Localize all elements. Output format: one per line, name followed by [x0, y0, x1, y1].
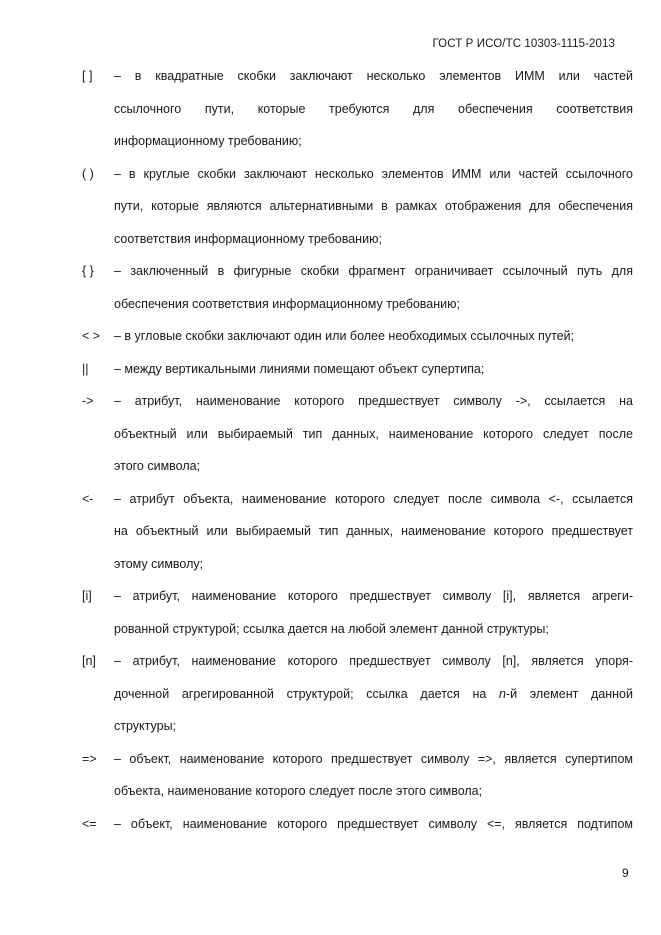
symbol: [ ] — [82, 69, 93, 83]
text-line: – объект, наименование которого предшествует символу =>, является супертипом — [114, 751, 633, 766]
text-line: – в квадратные скобки заключают несколько элементов ИММ или частей — [114, 69, 633, 83]
symbol: [n] — [82, 654, 96, 668]
text-segment: -й элемент данной — [505, 686, 633, 701]
text-line: – атрибут, наименование которого предшествует символу ->, ссылается на — [114, 394, 633, 408]
text-segment: доченной агрегированной структурой; ссылка дается на — [114, 686, 500, 701]
definition-text — [114, 320, 633, 353]
definition-arrow-right — [82, 385, 633, 483]
definition-curly-brackets — [82, 255, 633, 320]
symbol: -> — [82, 394, 94, 408]
definition-index-i — [82, 580, 633, 645]
definition-supertype — [82, 743, 633, 808]
text-line: на объектный или выбираемый тип данных, наименование которого предшествует — [114, 524, 633, 538]
definition-vertical-lines — [82, 353, 633, 386]
text-line: объекта, наименование которого следует после этого символа; — [114, 784, 483, 798]
definition-text — [114, 808, 633, 841]
definition-index-n — [82, 645, 633, 743]
text-line — [114, 678, 633, 711]
definition-round-brackets — [82, 158, 633, 256]
text-line: – в круглые скобки заключают несколько элементов ИММ или частей ссылочного — [114, 166, 633, 181]
definition-text — [114, 580, 633, 645]
definition-text — [114, 483, 633, 581]
italic-variable: n — [499, 686, 506, 701]
definition-text — [114, 645, 633, 743]
text-line: соответствия информационному требованию; — [114, 231, 382, 246]
definition-text — [114, 158, 633, 256]
page-number: 9 — [622, 866, 629, 880]
text-line: обеспечения соответствия информационному требованию; — [114, 296, 460, 311]
text-line: этому символу; — [114, 556, 204, 571]
symbol: || — [82, 361, 89, 376]
text-line: – атрибут объекта, наименование которого следует после символа <-, ссылается — [114, 491, 633, 506]
text-line: – заключенный в фигурные скобки фрагмент ограничивает ссылочный путь для — [114, 264, 633, 278]
symbol: ( ) — [82, 166, 94, 181]
text-line: – объект, наименование которого предшествует символу <=, является подтипом — [114, 816, 633, 831]
definitions-list — [82, 60, 633, 840]
text-line: – между вертикальными линиями помещают объект супертипа; — [114, 361, 485, 376]
definition-angle-brackets — [82, 320, 633, 353]
definition-text — [114, 385, 633, 483]
text-line: этого символа; — [114, 459, 201, 473]
document-header: ГОСТ Р ИСО/ТС 10303-1115-2013 — [432, 38, 615, 50]
text-line: информационному требованию; — [114, 134, 302, 148]
symbol: => — [82, 751, 97, 766]
definition-text — [114, 60, 633, 158]
text-line: пути, которые являются альтернативными в рамках отображения для обеспечения — [114, 199, 633, 213]
definition-text — [114, 353, 633, 386]
symbol: <- — [82, 491, 94, 506]
text-line: ссылочного пути, которые требуются для обеспечения соответствия — [114, 101, 633, 116]
text-line: объектный или выбираемый тип данных, наименование которого следует после — [114, 426, 633, 441]
symbol: <= — [82, 816, 97, 831]
definition-subtype — [82, 808, 633, 841]
text-line: – атрибут, наименование которого предшествует символу [n], является упоря- — [114, 654, 633, 668]
symbol: { } — [82, 264, 94, 278]
text-line: – в угловые скобки заключают один или более необходимых ссылочных путей; — [114, 329, 575, 343]
definition-text — [114, 743, 633, 808]
definition-arrow-left — [82, 483, 633, 581]
text-line: рованной структурой; ссылка дается на любой элемент данной структуры; — [114, 621, 549, 636]
definition-square-brackets — [82, 60, 633, 158]
definition-text — [114, 255, 633, 320]
symbol: < > — [82, 329, 101, 343]
text-line: – атрибут, наименование которого предшествует символу [i], является агреги- — [114, 589, 633, 603]
symbol: [i] — [82, 589, 92, 603]
text-line: структуры; — [114, 719, 177, 733]
